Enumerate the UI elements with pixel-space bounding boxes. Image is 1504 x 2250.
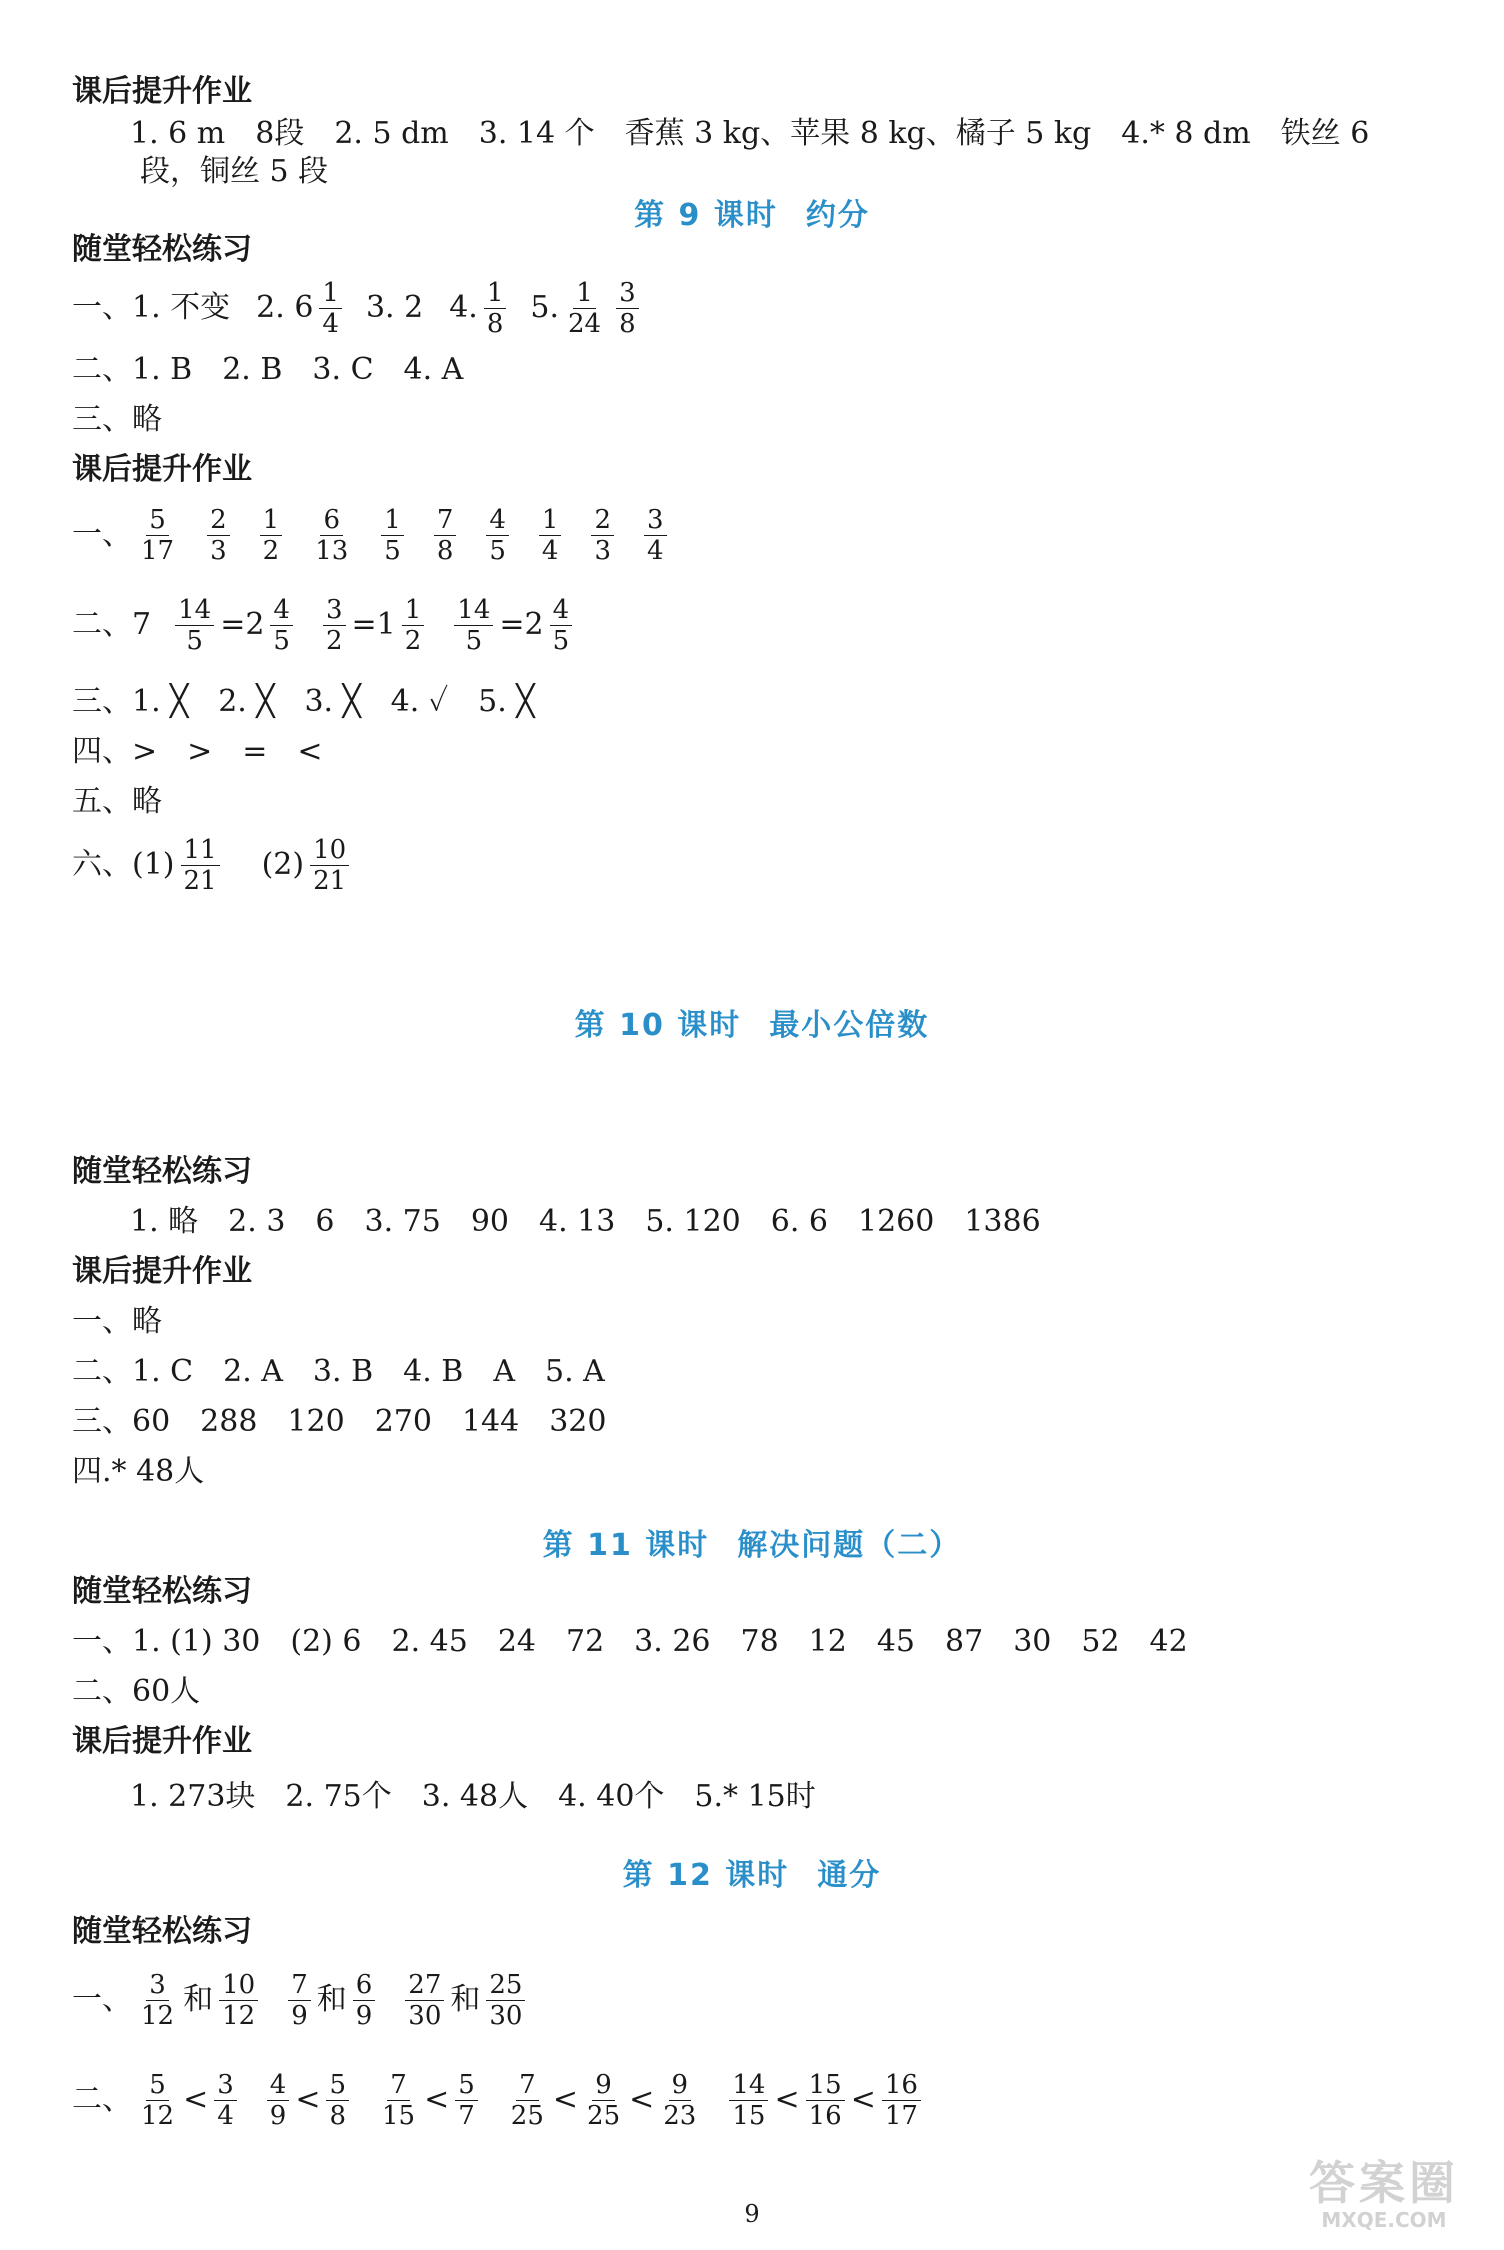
answer-line: [72, 590, 1444, 660]
fraction: $\frac{10}{12}$: [219, 1970, 258, 2031]
item-prefix: 二、: [72, 2082, 132, 2117]
fraction: $\frac{14}{15}$: [729, 2070, 768, 2131]
fraction: $\frac{14}{5}$: [454, 595, 493, 656]
fraction: $\frac{4}{5}$: [486, 505, 509, 566]
answer-line: [72, 830, 1444, 900]
fraction: $\frac{6}{9}$: [353, 1970, 376, 2031]
answer-line: 三、略: [72, 402, 162, 437]
fraction: $\frac{5}{7}$: [455, 2070, 478, 2131]
join-word: 和: [450, 1982, 481, 2017]
fraction: $\frac{1}{4}$: [539, 505, 562, 566]
lesson-title: [0, 1850, 1504, 1894]
answer-line: 一、略: [72, 1304, 162, 1339]
answer-line: 二、1. B 2. B 3. C 4. A: [72, 352, 464, 387]
answer-line: 四、> > = <: [72, 734, 323, 769]
answer-line: 1. 略 2. 3 6 3. 75 90 4. 13 5. 120 6. 6 1260 1386: [130, 1204, 1041, 1239]
fraction: $\frac{3}{2}$: [323, 595, 346, 656]
lesson-name: 约分: [805, 198, 870, 233]
item-prefix: 一、: [72, 290, 132, 325]
answer-line: [72, 2065, 1444, 2135]
item-prefix: 六、(1): [72, 847, 175, 882]
watermark-logo: 答案圈 MXQE.COM: [1309, 2156, 1459, 2232]
fraction: $\frac{5}{8}$: [326, 2070, 349, 2131]
fraction: $\frac{4}{9}$: [267, 2070, 290, 2131]
fraction: $\frac{2}{3}$: [591, 505, 614, 566]
fraction: $\frac{3}{4}$: [214, 2070, 237, 2131]
join-word: 和: [316, 1982, 347, 2017]
join-word: 和: [183, 1982, 214, 2017]
fraction: $\frac{7}{8}$: [434, 505, 457, 566]
answer-item: 2. 6: [256, 290, 314, 325]
page-number: 9: [744, 2200, 760, 2228]
fraction: $\frac{1}{8}$: [484, 278, 507, 339]
answer-item: 4.: [449, 290, 478, 325]
answer-line: [72, 1965, 1444, 2035]
answer-line: 1. 273块 2. 75个 3. 48人 4. 40个 5.* 15时: [130, 1779, 816, 1814]
fraction: $\frac{1}{5}$: [381, 505, 404, 566]
answer-item: 1. 不变: [132, 290, 231, 325]
mixed-whole: =2: [220, 607, 265, 642]
mixed-whole: =1: [351, 607, 396, 642]
mixed-whole: =2: [499, 607, 544, 642]
section-heading: 课后提升作业: [72, 74, 252, 109]
lesson-number: 第 11 课时: [542, 1528, 710, 1563]
section-heading: 随堂轻松练习: [72, 232, 252, 267]
section-heading: 随堂轻松练习: [72, 1154, 252, 1189]
fraction: $\frac{15}{16}$: [806, 2070, 845, 2131]
fraction: $\frac{6}{13}$: [315, 504, 349, 566]
section-heading: 随堂轻松练习: [72, 1574, 252, 1609]
fraction: $\frac{25}{30}$: [486, 1970, 525, 2031]
section-heading: 课后提升作业: [72, 452, 252, 487]
section-heading: 随堂轻松练习: [72, 1914, 252, 1949]
fraction: $\frac{9}{23}$: [663, 2069, 697, 2131]
sub-item-label: (2): [261, 847, 305, 882]
fraction: $\frac{5}{12}$: [141, 2069, 175, 2131]
answer-line: 三、1. ╳ 2. ╳ 3. ╳ 4. ✓ 5. ╳: [72, 684, 535, 719]
fraction: $\frac{16}{17}$: [882, 2070, 921, 2131]
lesson-title: [0, 1000, 1504, 1044]
answer-item: 3. 2: [365, 290, 424, 325]
fraction: $\frac{9}{25}$: [587, 2069, 621, 2131]
fraction: $\frac{1}{2}$: [260, 505, 283, 566]
fraction: $\frac{5}{17}$: [141, 504, 175, 566]
answer-line: 五、略: [72, 784, 162, 819]
comparison-chain: $\frac{5}{12}$ < $\frac{3}{4}$ $\frac{4}{9}$ < $\frac{5}{8}$ $\frac{7}{15}$ < $\frac{5}{7}$ $\frac{7}{25}$ < $\frac{9}{25}$ < $\frac{9}{23}$ $\frac{14}{15}$ < $\frac{15}{16}$ < $\frac{16}{17}$: [132, 2070, 927, 2131]
fraction: $\frac{3}{12}$: [141, 1969, 175, 2031]
fraction: $\frac{3}{8}$: [616, 278, 639, 339]
fraction: $\frac{14}{5}$: [175, 595, 214, 656]
section-heading: 课后提升作业: [72, 1254, 252, 1289]
fraction: $\frac{2}{3}$: [207, 505, 230, 566]
item-prefix: 一、: [72, 1982, 132, 2017]
fraction: $\frac{11}{21}$: [181, 835, 220, 896]
answer-line: 四.* 48人: [72, 1454, 205, 1489]
answer-line: 二、60人: [72, 1674, 201, 1709]
answer-line: 二、1. C 2. A 3. B 4. B A 5. A: [72, 1354, 605, 1389]
answer-line: 1. 6 m 8段 2. 5 dm 3. 14 个 香蕉 3 kg、苹果 8 kg、橘子 5 kg 4.* 8 dm 铁丝 6: [130, 116, 1370, 151]
answer-line: 一、1. (1) 30 (2) 6 2. 45 24 72 3. 26 78 12 45 87 30 52 42: [72, 1624, 1188, 1659]
answer-line: [72, 278, 1444, 338]
fraction: $\frac{10}{21}$: [310, 835, 349, 896]
item-prefix: 一、: [72, 517, 132, 552]
lesson-number: 第 9 课时: [634, 198, 778, 233]
fraction: $\frac{1}{4}$: [319, 278, 342, 339]
answer-item: 5.: [530, 290, 560, 325]
fraction: $\frac{3}{4}$: [644, 505, 667, 566]
fraction: $\frac{7}{15}$: [382, 2069, 416, 2131]
lesson-number: 第 12 课时: [622, 1858, 790, 1893]
lesson-name: 通分: [817, 1858, 882, 1893]
lesson-name: 解决问题（二）: [737, 1528, 962, 1563]
fraction: $\frac{1}{24}$: [568, 277, 602, 339]
answer-line: 段，铜丝 5 段: [140, 154, 329, 189]
lesson-number: 第 10 课时: [574, 1008, 742, 1043]
lesson-title: [0, 1520, 1504, 1564]
section-heading: 课后提升作业: [72, 1724, 252, 1759]
answer-line: [72, 500, 1444, 570]
fraction: $\frac{27}{30}$: [405, 1970, 444, 2031]
fraction: $\frac{7}{25}$: [510, 2069, 544, 2131]
lesson-name: 最小公倍数: [769, 1008, 930, 1043]
fraction: $\frac{1}{2}$: [402, 595, 425, 656]
item-prefix: 二、7: [72, 607, 152, 642]
answer-line: 三、60 288 120 270 144 320: [72, 1404, 607, 1439]
fraction: $\frac{7}{9}$: [288, 1970, 311, 2031]
fraction: $\frac{4}{5}$: [270, 595, 293, 656]
fraction: $\frac{4}{5}$: [550, 595, 573, 656]
